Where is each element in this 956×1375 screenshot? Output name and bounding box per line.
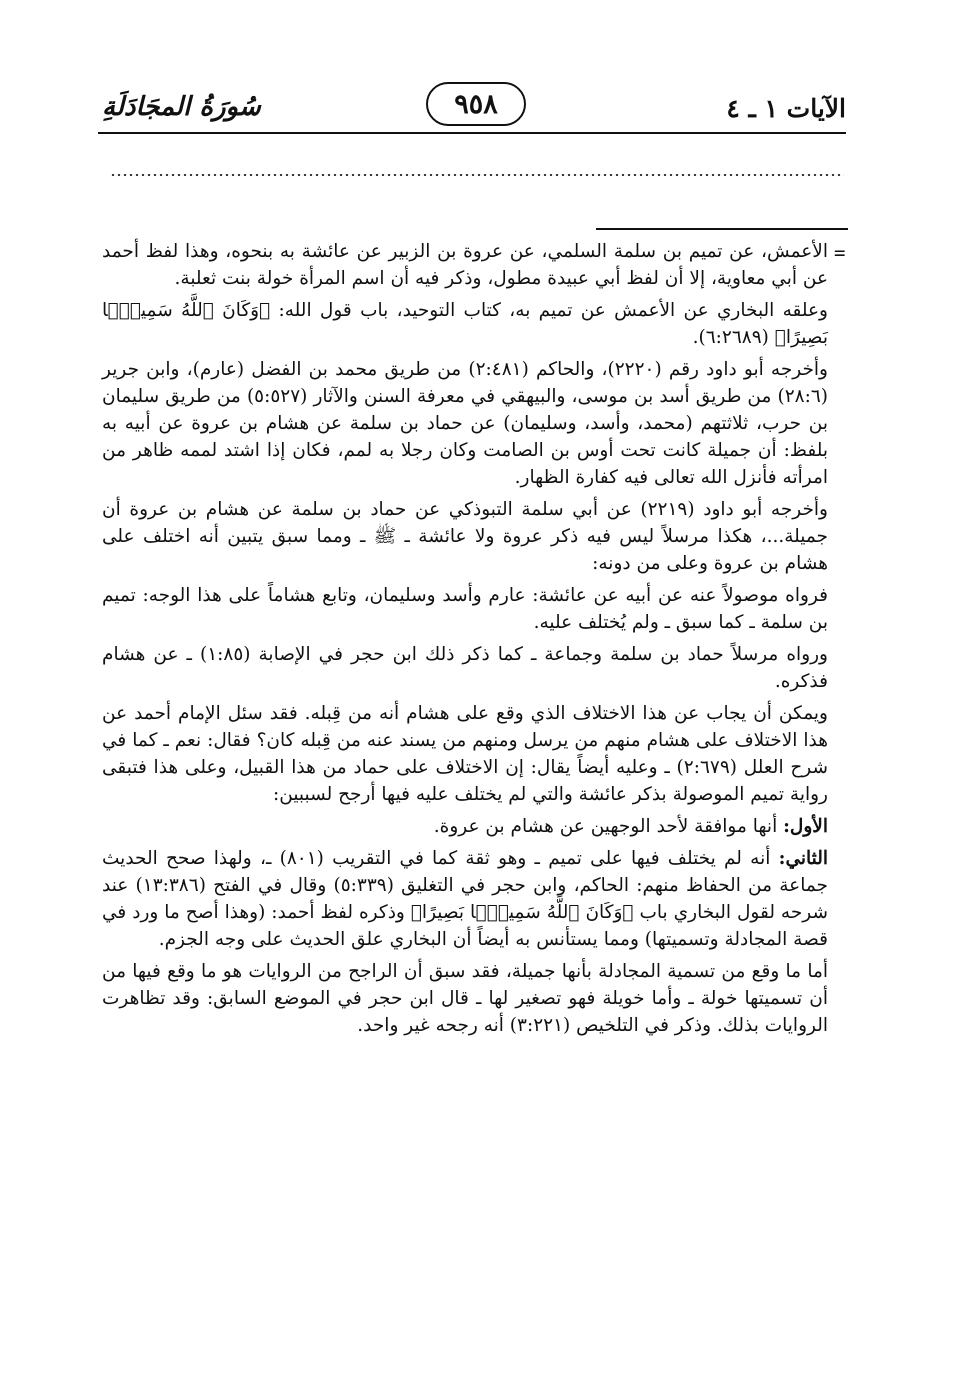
header-rule [98, 132, 846, 134]
reason-text: أنها موافقة لأحد الوجهين عن هشام بن عروة. [433, 816, 784, 837]
paragraph: فرواه موصولاً عنه عن أبيه عن عائشة: عارم وأسد وسليمان، وتابع هشاماً على هذا الوجه: تميم بن سلمة ـ كما سبق ـ ولم يُختلف عليه. [102, 585, 828, 633]
reason-label: الأول: [783, 816, 828, 837]
reason-label: الثاني: [778, 848, 829, 869]
paragraph: ورواه مرسلاً حماد بن سلمة وجماعة ـ كما ذكر ذلك ابن حجر في الإصابة (١:٨٥) ـ عن هشام فذكره. [102, 644, 828, 692]
dotted-separator [110, 174, 844, 176]
page-number: ٩٥٨ [426, 82, 526, 126]
paragraph: ويمكن أن يجاب عن هذا الاختلاف الذي وقع على هشام أنه من قِبله. فقد سئل الإمام أحمد عن هذا الاختلاف على هشام منهم من يرسل ومنهم من يسند عنه من قِبله كان؟ فقال: نعم ـ كما في شرح العلل (٢:٦٧٩) ـ وعليه أيضاً يقال: إن الاختلاف على حماد من هذا القبيل، وعلى هذا فتبقى رواية تميم الموصولة بذكر عائشة والتي لم يختلف عليه فيها أرجح لسببين: [102, 703, 829, 805]
footnote-text [102, 238, 828, 1039]
reason-first [102, 813, 828, 840]
reason-text: أنه لم يختلف فيها على تميم ـ وهو ثقة كما في التقريب (٨٠١) ـ، ولهذا صحح الحديث جماعة من الحفاظ منهم: الحاكم، وابن حجر في التغليق (٥:٣٣٩) وقال في الفتح (١٣:٣٨٦) عند شرحه لقول البخاري باب ﴿وَكَانَ ٱللَّهُ سَمِيعَۢا بَصِيرًا﴾ وذكره لفظ أحمد: (وهذا أصح ما ورد في قصة المجادلة وتسميتها) ومما يستأنس به أيضاً أن البخاري علق الحديث على وجه الجزم. [102, 848, 828, 950]
paragraph: وأخرجه أبو داود رقم (٢٢٢٠)، والحاكم (٢:٤٨١) من طريق محمد بن الفضل (عارم)، وابن جرير (٢٨:٦) من طريق أسد بن موسى، والبيهقي في معرفة السنن والآثار (٥:٥٢٧) من طريق سليمان بن حرب، ثلاثتهم (محمد، وأسد، وسليمان) عن حماد بن سلمة عن هشام بن عروة عن أبيه به بلفظ: أن جميلة كانت تحت أوس بن الصامت وكان رجلا به لمم، فكان إذا اشتد لممه ظاهر من امرأته فأنزل الله تعالى فيه كفارة الظهار. [102, 359, 828, 488]
paragraph: وأخرجه أبو داود (٢٢١٩) عن أبي سلمة التبوذكي عن حماد بن سلمة عن هشام بن عروة أن جميلة...، هكذا مرسلاً ليس فيه ذكر عروة ولا عائشة ـ ﷺ ـ ومما سبق يتبين أنه اختلف على هشام بن عروة وعلى من دونه: [102, 499, 828, 574]
paragraph: وعلقه البخاري عن الأعمش عن تميم به، كتاب التوحيد، باب قول الله: ﴿وَكَانَ ٱللَّهُ سَمِيعَۢا بَصِيرًا﴾ (٦:٢٦٨٩). [102, 300, 828, 348]
footnote-rule [596, 228, 848, 230]
running-header [98, 80, 846, 136]
verse-range: الآيات ١ ـ ٤ [726, 94, 846, 123]
paragraph: الأعمش، عن تميم بن سلمة السلمي، عن عروة بن الزبير عن عائشة به بنحوه، وهذا لفظ أحمد عن أبي معاوية، إلا أن لفظ أبي عبيدة مطول، وذكر فيه أن اسم المرأة خولة بنت ثعلبة. [102, 241, 828, 289]
surah-title: سُورَةُ المجَادَلَةِ [102, 92, 261, 122]
paragraph: أما ما وقع من تسمية المجادلة بأنها جميلة، فقد سبق أن الراجح من الروايات هو ما وقع فيها من أن تسميتها خولة ـ وأما خويلة فهو تصغير لها ـ قال ابن حجر في الموضع السابق: وقد تظاهرت الروايات بذلك. وذكر في التلخيص (٣:٢٢١) أنه رجحه غير واحد. [102, 961, 829, 1036]
continuation-mark: = [834, 242, 846, 264]
reason-second [102, 845, 828, 953]
